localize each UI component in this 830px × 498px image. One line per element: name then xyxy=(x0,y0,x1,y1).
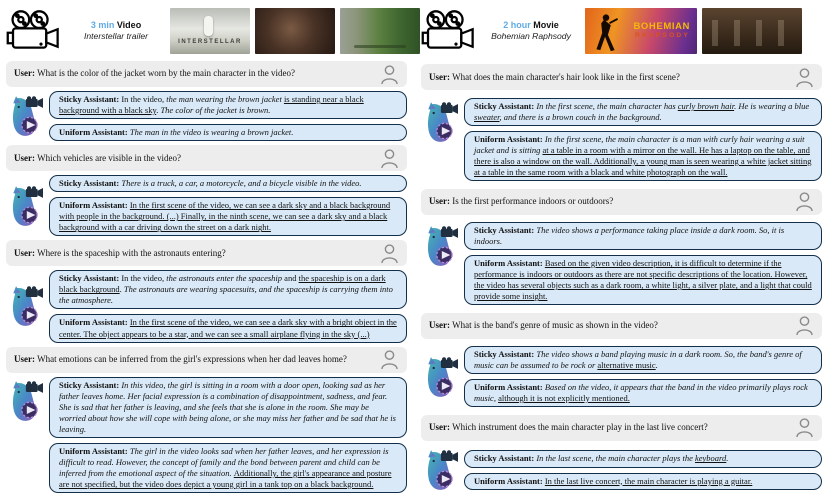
user-icon xyxy=(795,315,814,336)
movie-camera-icon xyxy=(6,8,62,54)
thumbnail-band-rehearsal-scene xyxy=(702,8,802,54)
movie-header xyxy=(421,5,822,57)
thumbnail-bohemian-rhapsody-poster xyxy=(585,8,697,54)
assistant-group xyxy=(421,346,822,407)
sticky-assistant-bubble xyxy=(49,91,407,119)
user-question-text xyxy=(14,354,372,365)
user-message xyxy=(6,145,407,171)
uniform-assistant-bubble xyxy=(464,255,822,305)
uniform-assistant-bubble xyxy=(49,314,407,342)
question-text: What does the main character's hair look like in the first scene? xyxy=(452,71,680,82)
user-question-text xyxy=(429,320,787,331)
video-llama-icon xyxy=(421,224,459,268)
movie-kind: Movie xyxy=(533,19,559,30)
sticky-assistant-label: Sticky Assistant: xyxy=(474,349,535,359)
video-duration: 3 min xyxy=(90,19,115,30)
interstellar-poster-title: INTERSTELLAR xyxy=(178,39,242,45)
sticky-assistant-bubble xyxy=(49,377,407,438)
sticky-assistant-text: In the first scene, the main character has curly brown hair. He is wearing a blue sweater, and there is a brown couch in the background. xyxy=(474,100,810,122)
thumbnail-interstellar-poster xyxy=(170,8,250,54)
uniform-assistant-label: Uniform Assistant: xyxy=(474,133,543,144)
uniform-assistant-text: In the first scene of the video, we can see a dark sky and a black background with people in the background. (...) Finally, in the ninth scene, we can see a dark sky and a black background with a car driving down the street on a dark night. xyxy=(59,200,391,233)
uniform-assistant-label: Uniform Assistant: xyxy=(59,317,128,328)
user-icon xyxy=(380,64,399,85)
question-text: Where is the spaceship with the astronauts entering? xyxy=(37,247,226,258)
user-icon xyxy=(380,148,399,169)
question-text: What is the color of the jacket worn by the main character in the video? xyxy=(37,68,295,79)
uniform-assistant-label: Uniform Assistant: xyxy=(59,200,128,211)
sticky-assistant-text: The video shows a band playing music in a dark room. So, the band's genre of music can be assumed to be rock or alternative music. xyxy=(474,349,802,371)
sticky-assistant-bubble xyxy=(49,270,407,309)
user-label: User: xyxy=(14,68,35,79)
user-label: User: xyxy=(429,319,450,330)
user-label: User: xyxy=(429,71,450,82)
sticky-assistant-label: Sticky Assistant: xyxy=(59,379,120,390)
user-question-text xyxy=(14,248,372,259)
video-llama-icon xyxy=(6,284,44,328)
user-question-text xyxy=(429,196,787,207)
uniform-assistant-label: Uniform Assistant: xyxy=(474,475,543,486)
thumbnail-cornfield-scene xyxy=(340,8,420,54)
sticky-assistant-bubble xyxy=(49,175,407,192)
uniform-assistant-label: Uniform Assistant: xyxy=(474,382,543,393)
user-icon xyxy=(795,417,814,438)
sticky-assistant-text: In the video, the astronauts enter the spaceship and the spaceship is on a dark black background. The astronauts are wearing spacesuits, and the spaceship is carrying them into the atmosphere. xyxy=(59,273,393,306)
video-llama-icon xyxy=(6,94,44,138)
uniform-assistant-bubble xyxy=(464,473,822,490)
question-text: What is the band's genre of music as shown in the video? xyxy=(452,319,658,330)
uniform-assistant-bubble xyxy=(464,379,822,407)
uniform-assistant-bubble xyxy=(49,443,407,493)
movie-thumbnails xyxy=(585,8,830,54)
user-message xyxy=(421,189,822,215)
uniform-assistant-text: The man in the video is wearing a brown jacket. xyxy=(129,127,294,138)
sticky-assistant-text: In this video, the girl is sitting in a room with a door open, looking sad as her father leaves home. Her facial expression is a combination of disappointment, sadness, and fear. She is sad that her father is leaving, and she feels that she is alone in the room. She may be worried about how she will cope with being alone, or she may miss her father and be sad that he is leaving. xyxy=(59,379,396,434)
video-llama-icon xyxy=(421,448,459,492)
user-question-text xyxy=(429,422,787,433)
movie-camera-icon xyxy=(421,8,477,54)
assistant-group xyxy=(6,175,407,236)
sticky-assistant-text: There is a truck, a car, a motorcycle, and a bicycle visible in the video. xyxy=(121,178,362,189)
assistant-group xyxy=(6,270,407,342)
video-llama-icon xyxy=(421,355,459,399)
user-icon xyxy=(795,191,814,212)
assistant-group xyxy=(421,448,822,492)
movie-column xyxy=(421,5,822,492)
uniform-assistant-label: Uniform Assistant: xyxy=(59,127,128,138)
question-text: Which vehicles are visible in the video? xyxy=(37,152,182,163)
user-message xyxy=(6,347,407,373)
sticky-assistant-label: Sticky Assistant: xyxy=(474,453,535,464)
sticky-assistant-bubble xyxy=(464,222,822,250)
sticky-assistant-label: Sticky Assistant: xyxy=(474,100,535,111)
assistant-group xyxy=(421,98,822,181)
assistant-group xyxy=(6,91,407,141)
video-thumbnails xyxy=(170,8,420,54)
uniform-assistant-text: Based on the given video description, it is difficult to determine if the performance is indoors or outdoors as there are not specific descriptions of the location. However, the video has several objects such as a dark room, a white light, a silver plate, and a light that could provide some insight. xyxy=(474,258,812,302)
assistant-group xyxy=(421,222,822,305)
user-label: User: xyxy=(14,353,35,364)
movie-title: Bohemian Raphsody xyxy=(491,31,571,42)
uniform-assistant-text: In the first scene of the video, we can see a dark sky with a bright object in the center. The object appears to be a star, and we can see a small airplane flying in the sky (...) xyxy=(59,317,397,339)
user-label: User: xyxy=(429,195,450,206)
sticky-assistant-label: Sticky Assistant: xyxy=(59,94,120,104)
uniform-assistant-bubble xyxy=(49,197,407,236)
video-title: Interstellar trailer xyxy=(84,31,148,42)
sticky-assistant-text: In the last scene, the main character plays the keyboard. xyxy=(536,453,729,464)
user-question-text xyxy=(429,72,787,83)
sticky-assistant-text: In the video, the man wearing the brown jacket is standing near a black background with a black sky. The color of the jacket is brown. xyxy=(59,94,364,116)
poster-title-line1: BOHEMIAN xyxy=(633,21,690,33)
sticky-assistant-bubble xyxy=(464,346,822,374)
freddie-silhouette xyxy=(589,10,623,54)
sticky-assistant-bubble xyxy=(464,450,822,467)
video-column xyxy=(6,5,407,492)
user-label: User: xyxy=(429,421,450,432)
thumbnail-hug-scene xyxy=(255,8,335,54)
uniform-assistant-text: In the last live concert, the main character is playing a guitar. xyxy=(544,475,753,486)
uniform-assistant-bubble xyxy=(49,124,407,141)
user-icon xyxy=(380,349,399,370)
user-label: User: xyxy=(14,152,35,163)
user-message xyxy=(421,415,822,441)
user-question-text xyxy=(14,153,372,164)
video-llama-icon xyxy=(6,184,44,228)
uniform-assistant-label: Uniform Assistant: xyxy=(59,445,128,456)
video-llama-icon xyxy=(6,379,44,423)
uniform-assistant-text: The girl in the video looks sad when her father leaves, and her expression is difficult to read. However, the concept of family and the bond between parent and child can be inferred from the emotional aspect of the situation. Additionally, the girl's appearance and posture are not specified, but the video does depict a young girl in a tank top on a black background. xyxy=(59,445,392,489)
video-meta xyxy=(68,20,164,43)
movie-meta xyxy=(483,20,579,43)
user-question-text xyxy=(14,68,372,79)
video-kind: Video xyxy=(116,19,142,30)
poster-title-line2: RHAPSODY xyxy=(635,32,690,40)
question-text: What emotions can be inferred from the girl's expressions when her dad leaves home? xyxy=(37,353,347,364)
movie-duration: 2 hour xyxy=(503,19,531,30)
sticky-assistant-text: The video shows a performance taking place inside a dark room. So, it is indoors. xyxy=(474,224,785,246)
video-header xyxy=(6,5,407,57)
uniform-assistant-bubble xyxy=(464,131,822,181)
question-text: Is the first performance indoors or outdoors? xyxy=(452,195,614,206)
user-icon xyxy=(380,243,399,264)
uniform-assistant-label: Uniform Assistant: xyxy=(474,258,543,268)
user-icon xyxy=(795,67,814,88)
uniform-assistant-text: Based on the video, it appears that the band in the video primarily plays rock music, although it is not explicitly mentioned. xyxy=(474,382,808,404)
question-text: Which instrument does the main character play in the last live concert? xyxy=(452,421,708,432)
user-message xyxy=(421,64,822,90)
sticky-assistant-label: Sticky Assistant: xyxy=(59,178,120,189)
uniform-assistant-text: In the first scene, the main character is a man with curly hair wearing a suit jacket and is sitting at a table in a room with a mirror on the wall. He has a laptop on the table, and there is also a window on the wall. Additionally, a young man is seen wearing a white jacket sitting at a table in the same room with a black and white photograph on the wall. xyxy=(474,133,812,178)
sticky-assistant-label: Sticky Assistant: xyxy=(59,273,120,284)
assistant-group xyxy=(6,377,407,493)
user-label: User: xyxy=(14,247,35,258)
sticky-assistant-bubble xyxy=(464,98,822,126)
video-llama-icon xyxy=(421,100,459,144)
user-message xyxy=(6,61,407,87)
user-message xyxy=(421,313,822,339)
user-message xyxy=(6,240,407,266)
sticky-assistant-label: Sticky Assistant: xyxy=(474,224,535,235)
